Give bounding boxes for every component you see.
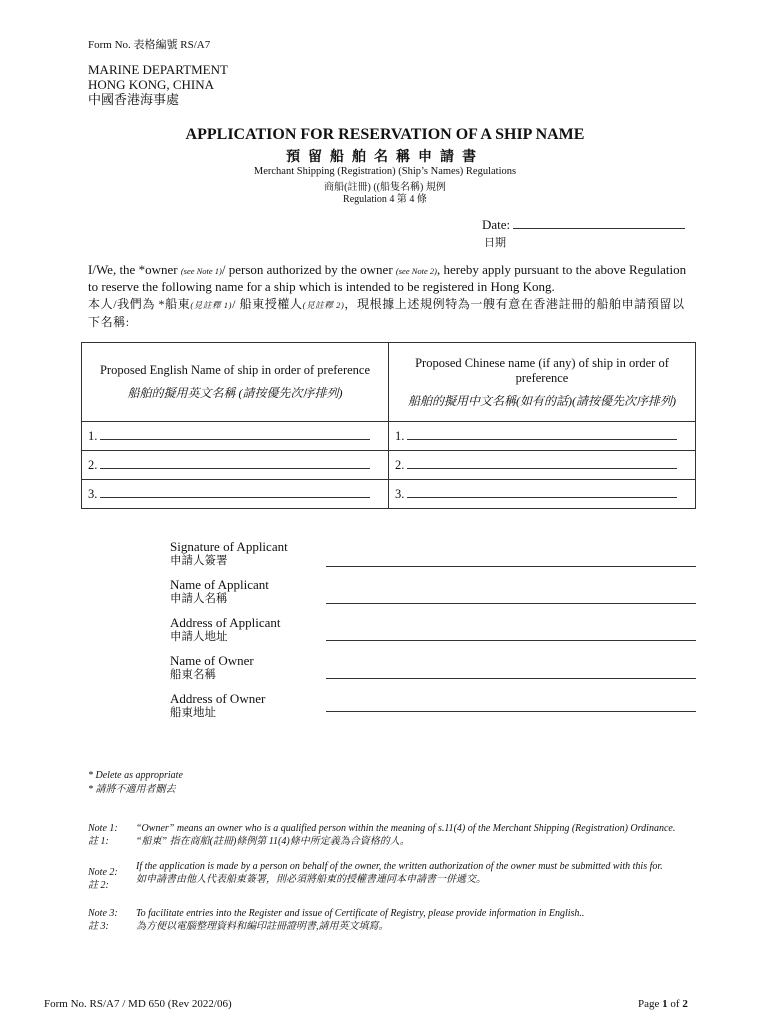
signature-label-zh: 申請人簽署 (170, 555, 228, 567)
form-number: Form No. 表格編號 RS/A7 (88, 39, 211, 51)
owner-address-label (170, 691, 265, 721)
table-row (82, 480, 696, 509)
date-label-zh: 日期 (484, 237, 506, 249)
declaration-part: / person authorized by the owner (221, 262, 396, 277)
declaration-part: , hereby apply pursuant to the above Regulation to reserve the following name for a ship which is intended to be registered in Hong Kong. (88, 262, 687, 294)
footer-form-number: Form No. RS/A7 / MD 650 (Rev 2022/06) (44, 998, 232, 1010)
row-number: 2. (395, 457, 405, 472)
chinese-name-cell[interactable] (389, 422, 696, 451)
row-number: 1. (88, 428, 98, 443)
note-1-ref: (see Note 1) (180, 266, 222, 276)
owner-address-label-en: Address of Owner (170, 691, 266, 706)
signature-field[interactable] (326, 566, 696, 567)
department-name: MARINE DEPARTMENT (88, 62, 228, 77)
applicant-name-label-zh: 申請人名稱 (170, 593, 228, 605)
note-3-label-zh: 註 3: (88, 921, 109, 932)
note-2-text-zh: 如申請書由他人代表船東簽署，則必須將船東的授權書連同本申請書一併遞交。 (136, 874, 486, 885)
department-block (88, 62, 228, 107)
chinese-name-header (389, 343, 696, 422)
applicant-address-label-zh: 申請人地址 (170, 631, 228, 643)
note-2-text (136, 860, 696, 886)
table-row (82, 451, 696, 480)
note-2-text-en: If the application is made by a person on behalf of the owner, the written authorization of the owner must be submitted with this for. (136, 861, 663, 872)
chinese-name-1-field[interactable] (407, 438, 677, 440)
row-number: 3. (395, 486, 405, 501)
page-of: of (670, 998, 680, 1010)
note-3-text (136, 907, 696, 933)
owner-address-label-zh: 船東地址 (170, 707, 216, 719)
date-field[interactable] (513, 227, 685, 229)
chinese-name-header-zh: 船舶的擬用中文名稱(如有的話)(請按優先次序排列) (408, 393, 676, 408)
english-name-1-field[interactable] (100, 438, 370, 440)
signature-label-en: Signature of Applicant (170, 539, 288, 554)
page-total: 2 (682, 998, 688, 1010)
english-name-header-zh: 船舶的擬用英文名稱 (請按優先次序排列) (127, 386, 343, 400)
date-label: Date: (482, 217, 511, 232)
applicant-name-field[interactable] (326, 603, 696, 604)
chinese-name-cell[interactable] (389, 451, 696, 480)
proposed-names-table (81, 342, 696, 509)
note-1-text (136, 822, 696, 848)
note-2-label-en: Note 2: (88, 867, 118, 878)
signature-label (170, 539, 288, 569)
page-number: 1 (662, 998, 668, 1010)
row-number: 3. (88, 486, 98, 501)
note-1-ref-zh: (見註釋 1) (190, 300, 233, 310)
table-header-row (82, 343, 696, 422)
declaration-part-zh: 本人/我們為 *船東 (88, 297, 191, 311)
owner-name-label-en: Name of Owner (170, 653, 254, 668)
owner-address-field[interactable] (326, 711, 696, 712)
row-number: 1. (395, 428, 405, 443)
applicant-name-label-en: Name of Applicant (170, 577, 269, 592)
english-name-cell[interactable] (82, 422, 389, 451)
applicant-address-field[interactable] (326, 640, 696, 641)
note-2-label-zh: 註 2: (88, 880, 109, 891)
note-1-label (88, 822, 118, 848)
declaration-text-zh (88, 296, 693, 331)
note-2-ref: (see Note 2) (395, 266, 437, 276)
page-indicator (638, 998, 688, 1010)
chinese-name-3-field[interactable] (407, 496, 677, 498)
delete-note-en: * Delete as appropriate (88, 770, 183, 781)
declaration-part-zh: ，現根據上述規例特為一艘有意在香港註冊的船舶申請預留以下名稱: (88, 297, 685, 329)
applicant-address-label-en: Address of Applicant (170, 615, 281, 630)
row-number: 2. (88, 457, 98, 472)
regulation-number: Regulation 4 第 4 條 (343, 194, 427, 205)
page-label: Page (638, 998, 660, 1010)
english-name-cell[interactable] (82, 451, 389, 480)
note-1-label-zh: 註 1: (88, 836, 109, 847)
chinese-name-header-text: Proposed Chinese name (if any) of ship in order of preference (415, 355, 669, 385)
note-1-text-en: “Owner” means an owner who is a qualified person within the meaning of s.11(4) of the Merchant Shipping (Registration) Ordinance. (136, 823, 676, 834)
regulation-title: Merchant Shipping (Registration) (Ship’s Names) Regulations (253, 166, 517, 177)
owner-name-label-zh: 船東名稱 (170, 669, 216, 681)
note-2-label (88, 866, 118, 892)
owner-name-field[interactable] (326, 678, 696, 679)
table-row (82, 422, 696, 451)
note-3-text-zh: 為方便以電腦整理資料和編印註冊證明書,請用英文填寫。 (136, 921, 389, 932)
owner-name-label (170, 653, 254, 683)
department-location: HONG KONG, CHINA (88, 77, 215, 92)
english-name-2-field[interactable] (100, 467, 370, 469)
english-name-header-text: Proposed English Name of ship in order of preference (99, 363, 371, 377)
delete-note (88, 769, 183, 797)
form-title: APPLICATION FOR RESERVATION OF A SHIP NAME (185, 126, 585, 143)
note-2-ref-zh: (見註釋 2) (302, 300, 345, 310)
regulation-title-zh: 商船(註冊) ((船隻名稱) 規例 (324, 182, 446, 193)
date-row (482, 217, 685, 233)
declaration-text (88, 262, 688, 295)
department-name-zh: 中國香港海事處 (88, 92, 180, 107)
note-1-text-zh: “船東” 指在商船(註冊)條例第 11(4)條中所定義為合資格的人。 (136, 836, 410, 847)
note-1-label-en: Note 1: (88, 823, 118, 834)
note-3-text-en: To facilitate entries into the Register and issue of Certificate of Registry, please provide information in English.. (136, 908, 585, 919)
note-3-label-en: Note 3: (88, 908, 118, 919)
delete-note-zh: * 請將不適用者刪去 (88, 784, 176, 795)
declaration-part: I/We, the *owner (88, 262, 181, 277)
form-title-zh: 預留船舶名稱申請書 (286, 150, 484, 165)
declaration-part-zh: / 船東授權人 (232, 297, 303, 311)
note-3-label (88, 907, 118, 933)
chinese-name-2-field[interactable] (407, 467, 677, 469)
english-name-cell[interactable] (82, 480, 389, 509)
chinese-name-cell[interactable] (389, 480, 696, 509)
applicant-address-label (170, 615, 280, 645)
applicant-name-label (170, 577, 269, 607)
english-name-3-field[interactable] (100, 496, 370, 498)
english-name-header (82, 343, 389, 422)
